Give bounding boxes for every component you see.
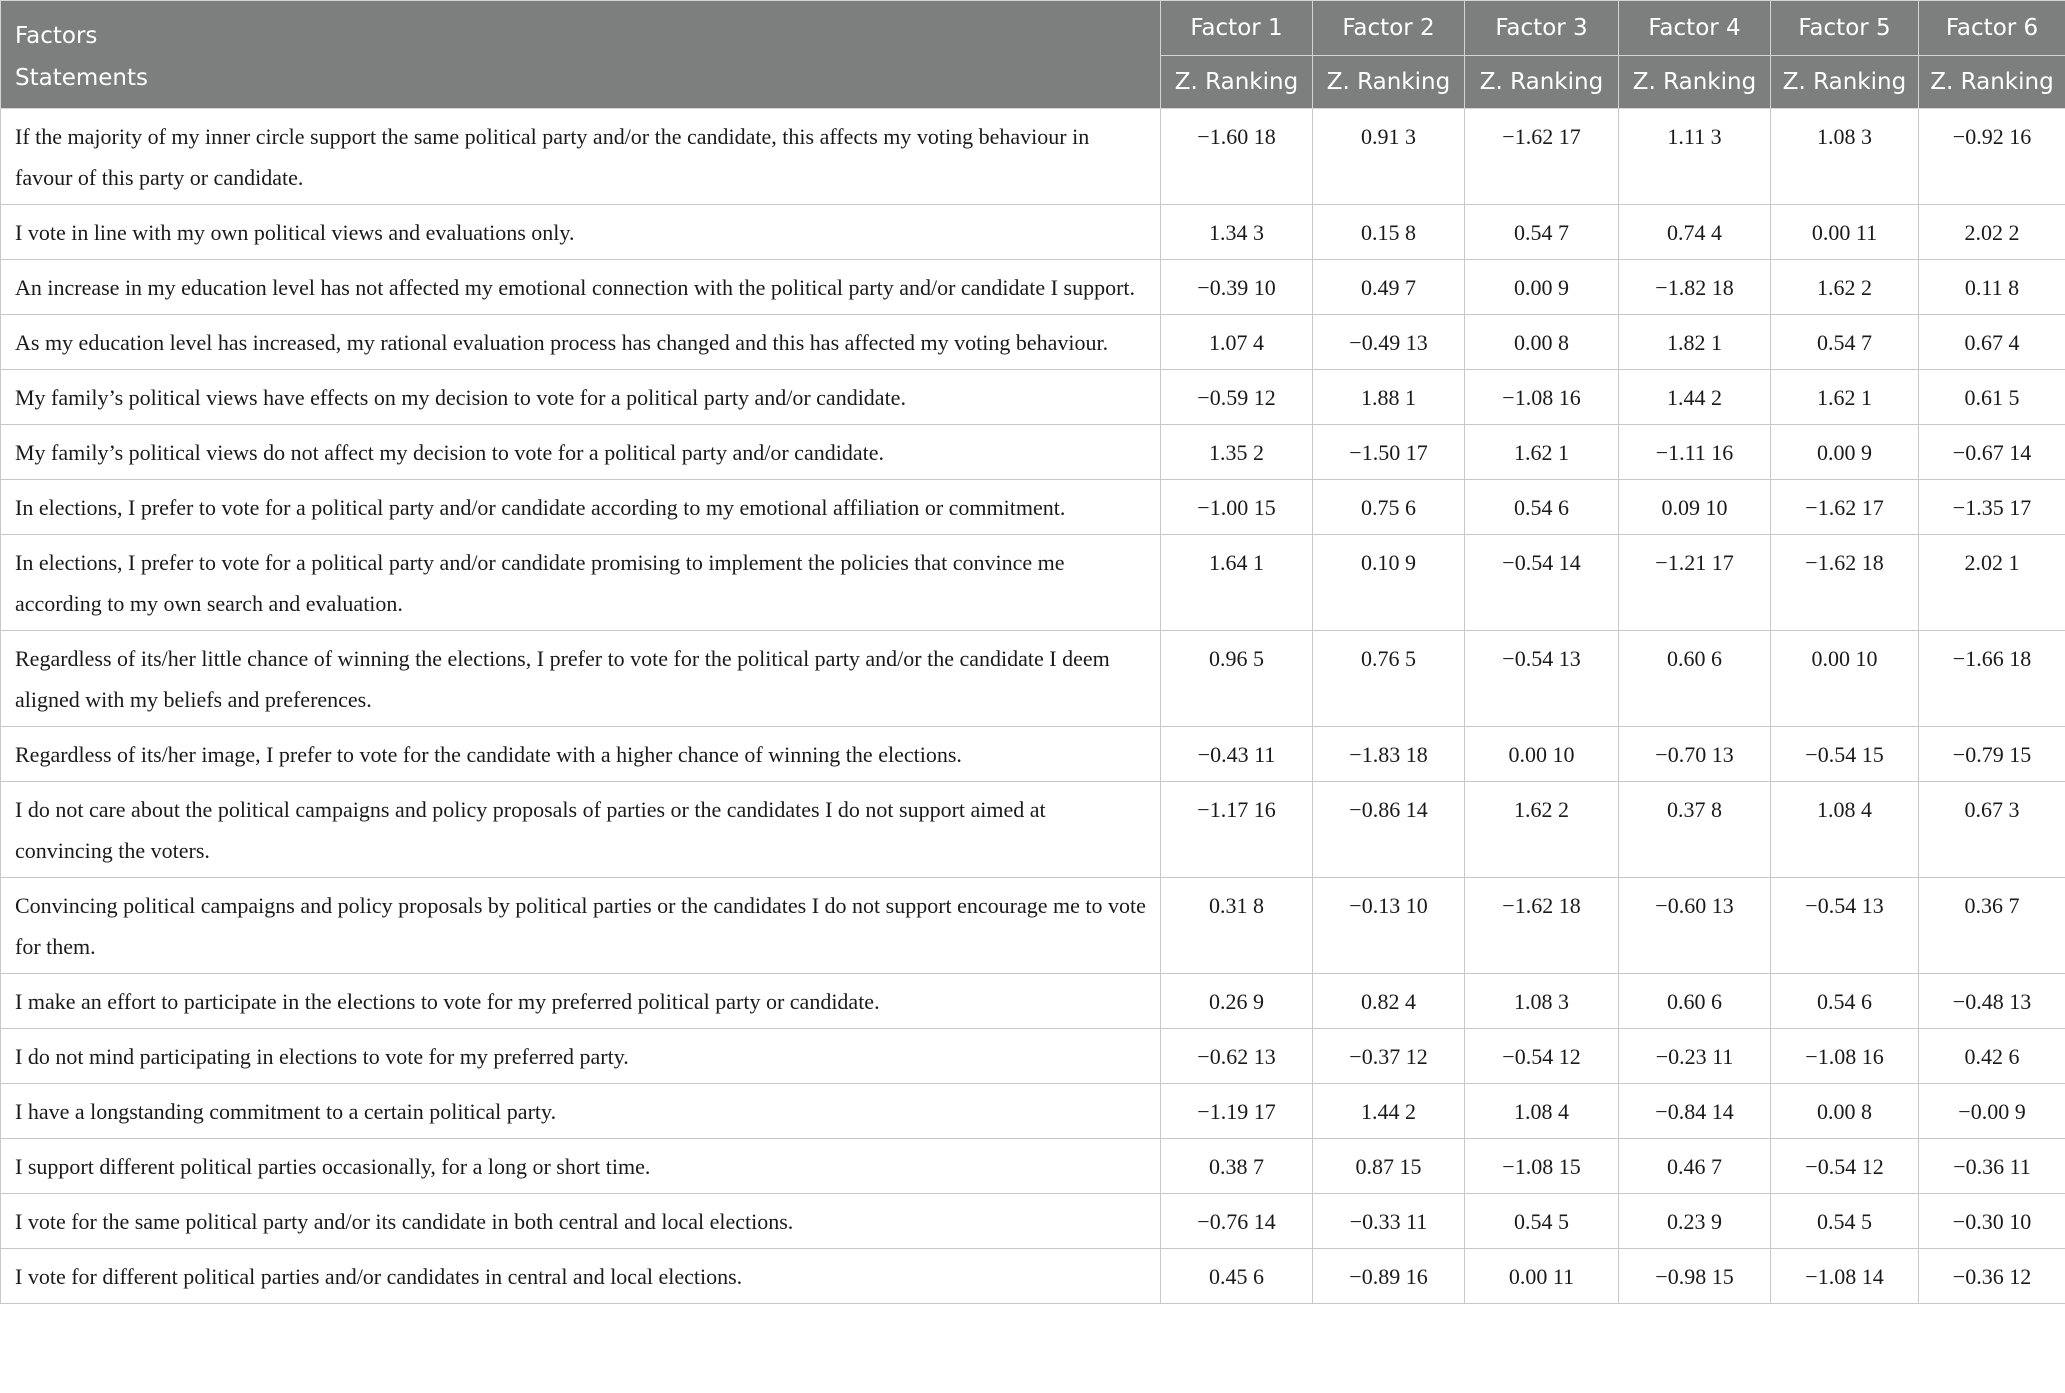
z-ranking-cell: 0.54 6 <box>1465 480 1619 535</box>
z-ranking-cell: −1.11 16 <box>1619 425 1771 480</box>
table-row <box>1 260 2065 315</box>
z-ranking-cell: −0.92 16 <box>1919 109 2065 205</box>
z-ranking-cell: −1.35 17 <box>1919 480 2065 535</box>
z-ranking-cell: 0.00 9 <box>1771 425 1919 480</box>
z-ranking-header: Z. Ranking <box>1465 56 1619 109</box>
z-ranking-cell: −1.62 18 <box>1771 535 1919 631</box>
z-ranking-cell: −0.37 12 <box>1313 1029 1465 1084</box>
z-ranking-cell: 0.15 8 <box>1313 205 1465 260</box>
corner-header <box>1 1 1161 109</box>
statement-cell: I do not mind participating in elections to vote for my preferred party. <box>1 1029 1161 1084</box>
statement-cell: I support different political parties occasionally, for a long or short time. <box>1 1139 1161 1194</box>
corner-label-statements: Statements <box>15 65 149 91</box>
z-ranking-cell: −0.84 14 <box>1619 1084 1771 1139</box>
z-ranking-cell: −0.48 13 <box>1919 974 2065 1029</box>
z-ranking-cell: −1.60 18 <box>1161 109 1313 205</box>
header-row-factors <box>1 1 2065 56</box>
z-ranking-cell: 0.09 10 <box>1619 480 1771 535</box>
z-ranking-header: Z. Ranking <box>1919 56 2065 109</box>
factor-header: Factor 2 <box>1313 1 1465 56</box>
statement-cell: Regardless of its/her little chance of winning the elections, I prefer to vote for the political party and/or the candidate I deem aligned with my beliefs and preferences. <box>1 631 1161 727</box>
statement-cell: I do not care about the political campaigns and policy proposals of parties or the candidates I do not support aimed at convincing the voters. <box>1 782 1161 878</box>
table-row <box>1 1139 2065 1194</box>
z-ranking-cell: 1.64 1 <box>1161 535 1313 631</box>
z-ranking-cell: −0.36 11 <box>1919 1139 2065 1194</box>
z-ranking-cell: 0.60 6 <box>1619 974 1771 1029</box>
table-row <box>1 631 2065 727</box>
statement-cell: As my education level has increased, my rational evaluation process has changed and this has affected my voting behaviour. <box>1 315 1161 370</box>
statement-cell: I vote for different political parties and/or candidates in central and local elections. <box>1 1249 1161 1304</box>
z-ranking-cell: 0.54 6 <box>1771 974 1919 1029</box>
z-ranking-cell: 1.34 3 <box>1161 205 1313 260</box>
z-ranking-cell: 0.31 8 <box>1161 878 1313 974</box>
z-ranking-cell: −0.54 13 <box>1465 631 1619 727</box>
z-ranking-cell: −0.60 13 <box>1619 878 1771 974</box>
z-ranking-cell: 0.67 3 <box>1919 782 2065 878</box>
table-row <box>1 370 2065 425</box>
z-ranking-header: Z. Ranking <box>1161 56 1313 109</box>
z-ranking-cell: 0.54 7 <box>1771 315 1919 370</box>
z-ranking-cell: 0.00 9 <box>1465 260 1619 315</box>
z-ranking-cell: 0.54 5 <box>1771 1194 1919 1249</box>
table-row <box>1 1249 2065 1304</box>
z-ranking-cell: 1.44 2 <box>1619 370 1771 425</box>
z-ranking-cell: −1.62 17 <box>1465 109 1619 205</box>
z-ranking-cell: 0.23 9 <box>1619 1194 1771 1249</box>
z-ranking-cell: −1.83 18 <box>1313 727 1465 782</box>
z-ranking-cell: 0.00 10 <box>1771 631 1919 727</box>
statement-cell: Convincing political campaigns and policy proposals by political parties or the candidates I do not support encourage me to vote for them. <box>1 878 1161 974</box>
z-ranking-cell: 1.08 3 <box>1771 109 1919 205</box>
z-ranking-cell: 0.36 7 <box>1919 878 2065 974</box>
z-ranking-cell: 0.74 4 <box>1619 205 1771 260</box>
z-ranking-cell: −0.23 11 <box>1619 1029 1771 1084</box>
z-ranking-cell: 1.08 4 <box>1771 782 1919 878</box>
z-ranking-cell: 1.82 1 <box>1619 315 1771 370</box>
z-ranking-cell: −1.08 16 <box>1465 370 1619 425</box>
z-ranking-cell: −0.54 13 <box>1771 878 1919 974</box>
z-ranking-cell: −1.66 18 <box>1919 631 2065 727</box>
statement-cell: Regardless of its/her image, I prefer to vote for the candidate with a higher chance of winning the elections. <box>1 727 1161 782</box>
z-ranking-cell: 0.91 3 <box>1313 109 1465 205</box>
z-ranking-cell: −0.13 10 <box>1313 878 1465 974</box>
table-row <box>1 782 2065 878</box>
z-ranking-cell: 0.11 8 <box>1919 260 2065 315</box>
z-ranking-cell: −0.30 10 <box>1919 1194 2065 1249</box>
z-ranking-cell: −0.76 14 <box>1161 1194 1313 1249</box>
z-ranking-cell: −1.82 18 <box>1619 260 1771 315</box>
table-row <box>1 727 2065 782</box>
factor-header: Factor 6 <box>1919 1 2065 56</box>
table-row <box>1 109 2065 205</box>
z-ranking-cell: 0.46 7 <box>1619 1139 1771 1194</box>
z-ranking-cell: 1.08 4 <box>1465 1084 1619 1139</box>
z-ranking-cell: 0.00 11 <box>1771 205 1919 260</box>
factor-header: Factor 4 <box>1619 1 1771 56</box>
z-ranking-header: Z. Ranking <box>1619 56 1771 109</box>
z-ranking-cell: 0.00 10 <box>1465 727 1619 782</box>
z-ranking-cell: 1.35 2 <box>1161 425 1313 480</box>
z-ranking-cell: 0.75 6 <box>1313 480 1465 535</box>
table-row <box>1 878 2065 974</box>
z-ranking-cell: −0.54 15 <box>1771 727 1919 782</box>
z-ranking-cell: −0.36 12 <box>1919 1249 2065 1304</box>
z-ranking-cell: 0.54 7 <box>1465 205 1619 260</box>
z-ranking-cell: −0.89 16 <box>1313 1249 1465 1304</box>
factor-header: Factor 1 <box>1161 1 1313 56</box>
z-ranking-cell: −0.67 14 <box>1919 425 2065 480</box>
z-ranking-cell: 0.76 5 <box>1313 631 1465 727</box>
z-ranking-cell: 0.10 9 <box>1313 535 1465 631</box>
z-ranking-cell: 0.96 5 <box>1161 631 1313 727</box>
table-row <box>1 974 2065 1029</box>
z-ranking-cell: −1.19 17 <box>1161 1084 1313 1139</box>
table-row <box>1 480 2065 535</box>
z-ranking-cell: 0.67 4 <box>1919 315 2065 370</box>
table-row <box>1 1029 2065 1084</box>
z-ranking-cell: 2.02 1 <box>1919 535 2065 631</box>
corner-label-factors: Factors <box>15 23 98 49</box>
z-ranking-cell: 0.00 11 <box>1465 1249 1619 1304</box>
statement-cell: In elections, I prefer to vote for a political party and/or candidate according to my emotional affiliation or commitment. <box>1 480 1161 535</box>
table-header <box>1 1 2065 109</box>
statement-cell: I vote for the same political party and/or its candidate in both central and local elections. <box>1 1194 1161 1249</box>
z-ranking-cell: −0.62 13 <box>1161 1029 1313 1084</box>
z-ranking-cell: 0.45 6 <box>1161 1249 1313 1304</box>
factor-header: Factor 5 <box>1771 1 1919 56</box>
statement-cell: I vote in line with my own political views and evaluations only. <box>1 205 1161 260</box>
z-ranking-cell: 0.00 8 <box>1465 315 1619 370</box>
z-ranking-cell: 1.11 3 <box>1619 109 1771 205</box>
statement-cell: An increase in my education level has not affected my emotional connection with the political party and/or candidate I support. <box>1 260 1161 315</box>
table-row <box>1 425 2065 480</box>
table-row <box>1 535 2065 631</box>
z-ranking-cell: −0.39 10 <box>1161 260 1313 315</box>
z-ranking-cell: −1.08 16 <box>1771 1029 1919 1084</box>
table-row <box>1 1084 2065 1139</box>
z-ranking-cell: 1.88 1 <box>1313 370 1465 425</box>
z-ranking-cell: −1.08 15 <box>1465 1139 1619 1194</box>
z-ranking-cell: 0.42 6 <box>1919 1029 2065 1084</box>
z-ranking-cell: 0.61 5 <box>1919 370 2065 425</box>
z-ranking-cell: −1.08 14 <box>1771 1249 1919 1304</box>
z-ranking-cell: −0.43 11 <box>1161 727 1313 782</box>
table-row <box>1 205 2065 260</box>
z-ranking-cell: 0.26 9 <box>1161 974 1313 1029</box>
factor-header: Factor 3 <box>1465 1 1619 56</box>
table-row <box>1 1194 2065 1249</box>
table-row <box>1 315 2065 370</box>
z-ranking-cell: 0.60 6 <box>1619 631 1771 727</box>
z-ranking-cell: 0.00 8 <box>1771 1084 1919 1139</box>
z-ranking-cell: −0.59 12 <box>1161 370 1313 425</box>
z-ranking-cell: −0.00 9 <box>1919 1084 2065 1139</box>
z-ranking-cell: 0.54 5 <box>1465 1194 1619 1249</box>
statement-cell: If the majority of my inner circle support the same political party and/or the candidate, this affects my voting behaviour in favour of this party or candidate. <box>1 109 1161 205</box>
table-body <box>1 109 2065 1304</box>
z-ranking-cell: −0.98 15 <box>1619 1249 1771 1304</box>
statement-cell: My family’s political views do not affect my decision to vote for a political party and/or candidate. <box>1 425 1161 480</box>
z-ranking-header: Z. Ranking <box>1771 56 1919 109</box>
z-ranking-cell: −0.79 15 <box>1919 727 2065 782</box>
z-ranking-cell: −0.54 14 <box>1465 535 1619 631</box>
z-ranking-cell: 1.62 2 <box>1465 782 1619 878</box>
z-ranking-cell: 1.62 1 <box>1465 425 1619 480</box>
z-ranking-cell: 1.62 2 <box>1771 260 1919 315</box>
z-ranking-cell: 0.37 8 <box>1619 782 1771 878</box>
z-ranking-cell: −0.54 12 <box>1465 1029 1619 1084</box>
statement-cell: I make an effort to participate in the elections to vote for my preferred political party or candidate. <box>1 974 1161 1029</box>
z-ranking-cell: 0.82 4 <box>1313 974 1465 1029</box>
z-ranking-cell: 0.87 15 <box>1313 1139 1465 1194</box>
z-ranking-header: Z. Ranking <box>1313 56 1465 109</box>
z-ranking-cell: −1.62 17 <box>1771 480 1919 535</box>
z-ranking-cell: 1.44 2 <box>1313 1084 1465 1139</box>
z-ranking-cell: −0.54 12 <box>1771 1139 1919 1194</box>
z-ranking-cell: −1.00 15 <box>1161 480 1313 535</box>
statement-cell: I have a longstanding commitment to a certain political party. <box>1 1084 1161 1139</box>
z-ranking-cell: −1.21 17 <box>1619 535 1771 631</box>
z-ranking-cell: 1.07 4 <box>1161 315 1313 370</box>
z-ranking-cell: −1.62 18 <box>1465 878 1619 974</box>
z-ranking-cell: −0.70 13 <box>1619 727 1771 782</box>
z-ranking-cell: −1.17 16 <box>1161 782 1313 878</box>
z-ranking-cell: 1.62 1 <box>1771 370 1919 425</box>
z-ranking-cell: 1.08 3 <box>1465 974 1619 1029</box>
z-ranking-cell: 2.02 2 <box>1919 205 2065 260</box>
z-ranking-cell: −0.86 14 <box>1313 782 1465 878</box>
z-ranking-cell: 0.38 7 <box>1161 1139 1313 1194</box>
z-ranking-cell: −0.33 11 <box>1313 1194 1465 1249</box>
statement-cell: My family’s political views have effects on my decision to vote for a political party and/or candidate. <box>1 370 1161 425</box>
z-ranking-cell: −1.50 17 <box>1313 425 1465 480</box>
z-ranking-cell: −0.49 13 <box>1313 315 1465 370</box>
z-ranking-cell: 0.49 7 <box>1313 260 1465 315</box>
statement-cell: In elections, I prefer to vote for a political party and/or candidate promising to implement the policies that convince me according to my own search and evaluation. <box>1 535 1161 631</box>
